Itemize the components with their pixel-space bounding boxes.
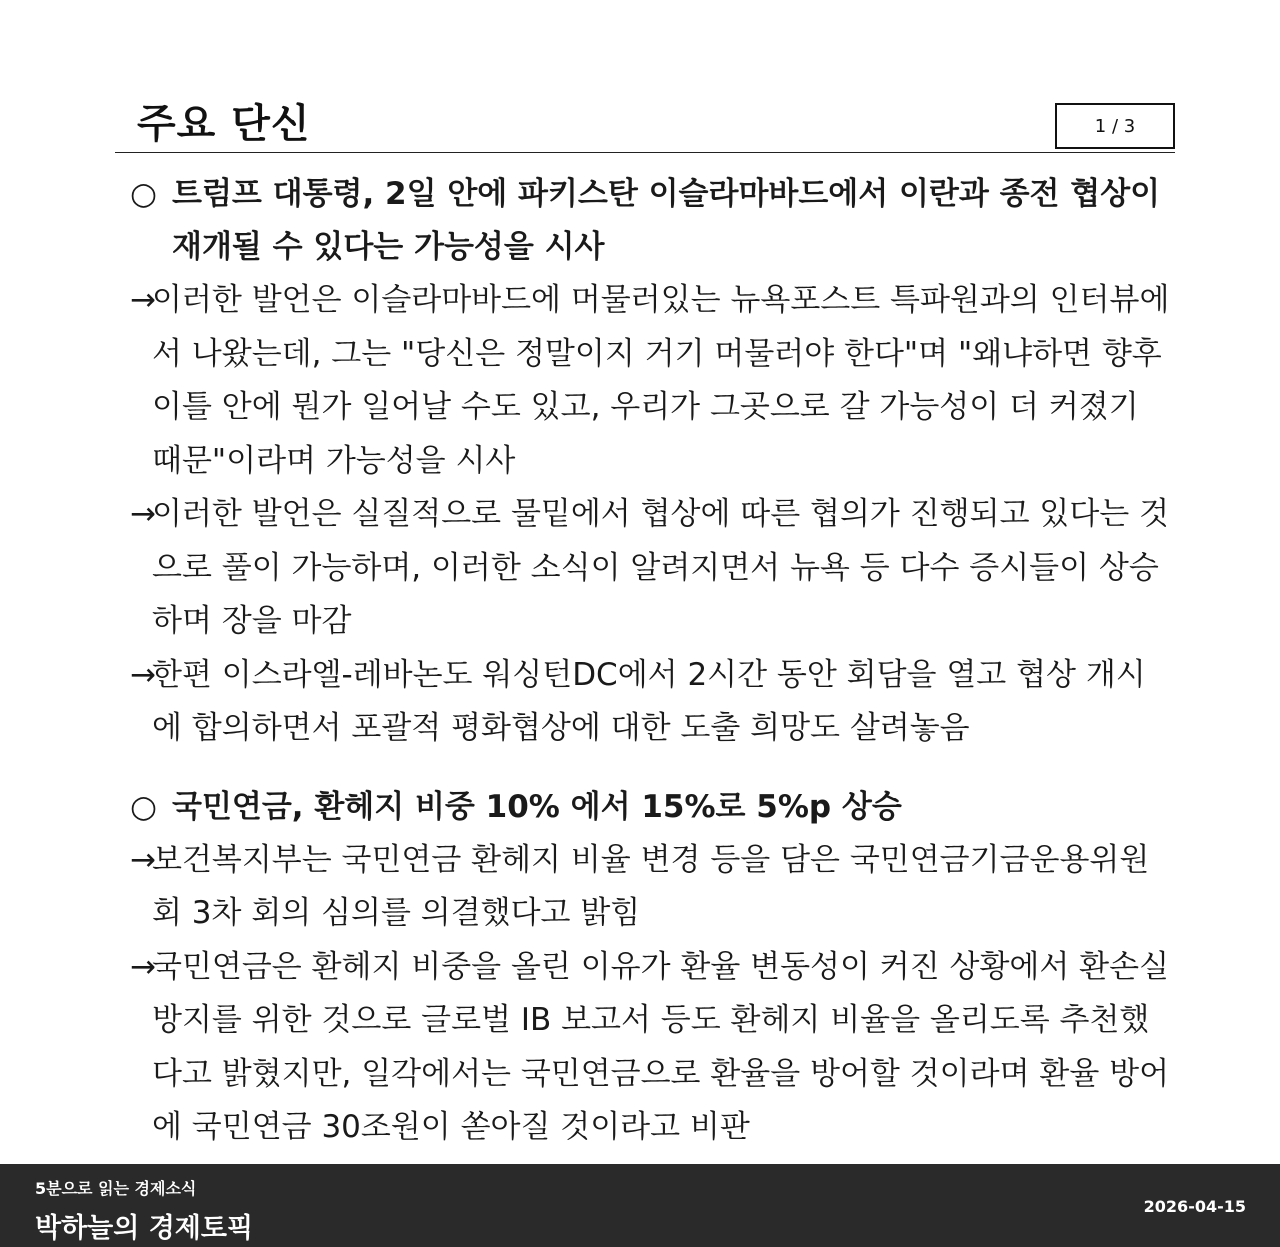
- bullet-text: 이러한 발언은 실질적으로 물밑에서 협상에 따른 협의가 진행되고 있다는 것으로 풀이 가능하며, 이러한 소식이 알려지면서 뉴욕 등 다수 증시들이 상승하며 장을 마감: [152, 496, 1170, 639]
- circle-marker-icon: ○: [130, 176, 158, 212]
- page-header: [115, 88, 1175, 153]
- arrow-icon: →: [130, 948, 156, 985]
- news-item: [130, 781, 1170, 1155]
- headline-text: 국민연금, 환헤지 비중 10% 에서 15%로 5%p 상승: [172, 788, 902, 825]
- circle-marker-icon: ○: [130, 788, 158, 825]
- bullet-text: 이러한 발언은 이슬라마바드에 머물러있는 뉴욕포스트 특파원과의 인터뷰에서 나왔는데, 그는 "당신은 정말이지 거기 머물러야 한다"며 "왜냐하면 향후 이틀 안에 뭔가 일어날 수도 있고, 우리가 그곳으로 갈 가능성이 더 커졌기 때문"이라며 가능성을 시사: [152, 282, 1170, 479]
- news-headline: [130, 168, 1170, 274]
- news-headline: [130, 781, 1170, 834]
- headline-text: 트럼프 대통령, 2일 안에 파키스탄 이슬라마바드에서 이란과 종전 협상이 재개될 수 있다는 가능성을 시사: [172, 176, 1161, 265]
- page-title: 주요 단신: [137, 101, 311, 147]
- bullet-item: [130, 274, 1170, 488]
- bullet-text: 국민연금은 환헤지 비중을 올린 이유가 환율 변동성이 커진 상황에서 환손실 방지를 위한 것으로 글로벌 IB 보고서 등도 환헤지 비율을 올리도록 추천했다고 밝혔지만, 일각에서는 국민연금으로 환율을 방어할 것이라며 환율 방어에 국민연금 30조원이 쏟아질 것이라고 비판: [152, 948, 1170, 1145]
- page-indicator: 1 / 3: [1055, 103, 1175, 149]
- arrow-icon: →: [130, 496, 156, 532]
- news-item: [130, 168, 1170, 756]
- arrow-icon: →: [130, 282, 156, 318]
- bullet-item: [130, 834, 1170, 941]
- bullet-text: 한편 이스라엘-레바논도 워싱턴DC에서 2시간 동안 회담을 열고 협상 개시에 합의하면서 포괄적 평화협상에 대한 도출 희망도 살려놓음: [152, 656, 1146, 746]
- footer-bar: [0, 1164, 1280, 1247]
- footer-brand: 박하늘의 경제토픽: [35, 1213, 254, 1244]
- bullet-item: [130, 488, 1170, 649]
- arrow-icon: →: [130, 656, 156, 693]
- arrow-icon: →: [130, 841, 156, 878]
- footer-date: 2026-04-15: [1143, 1197, 1246, 1216]
- bullet-item: [130, 649, 1170, 756]
- bullet-text: 보건복지부는 국민연금 환헤지 비율 변경 등을 담은 국민연금기금운용위원회 3차 회의 심의를 의결했다고 밝힘: [152, 841, 1150, 931]
- news-content: [130, 168, 1170, 1155]
- bullet-item: [130, 941, 1170, 1155]
- footer-subtitle: 5분으로 읽는 경제소식: [35, 1179, 197, 1198]
